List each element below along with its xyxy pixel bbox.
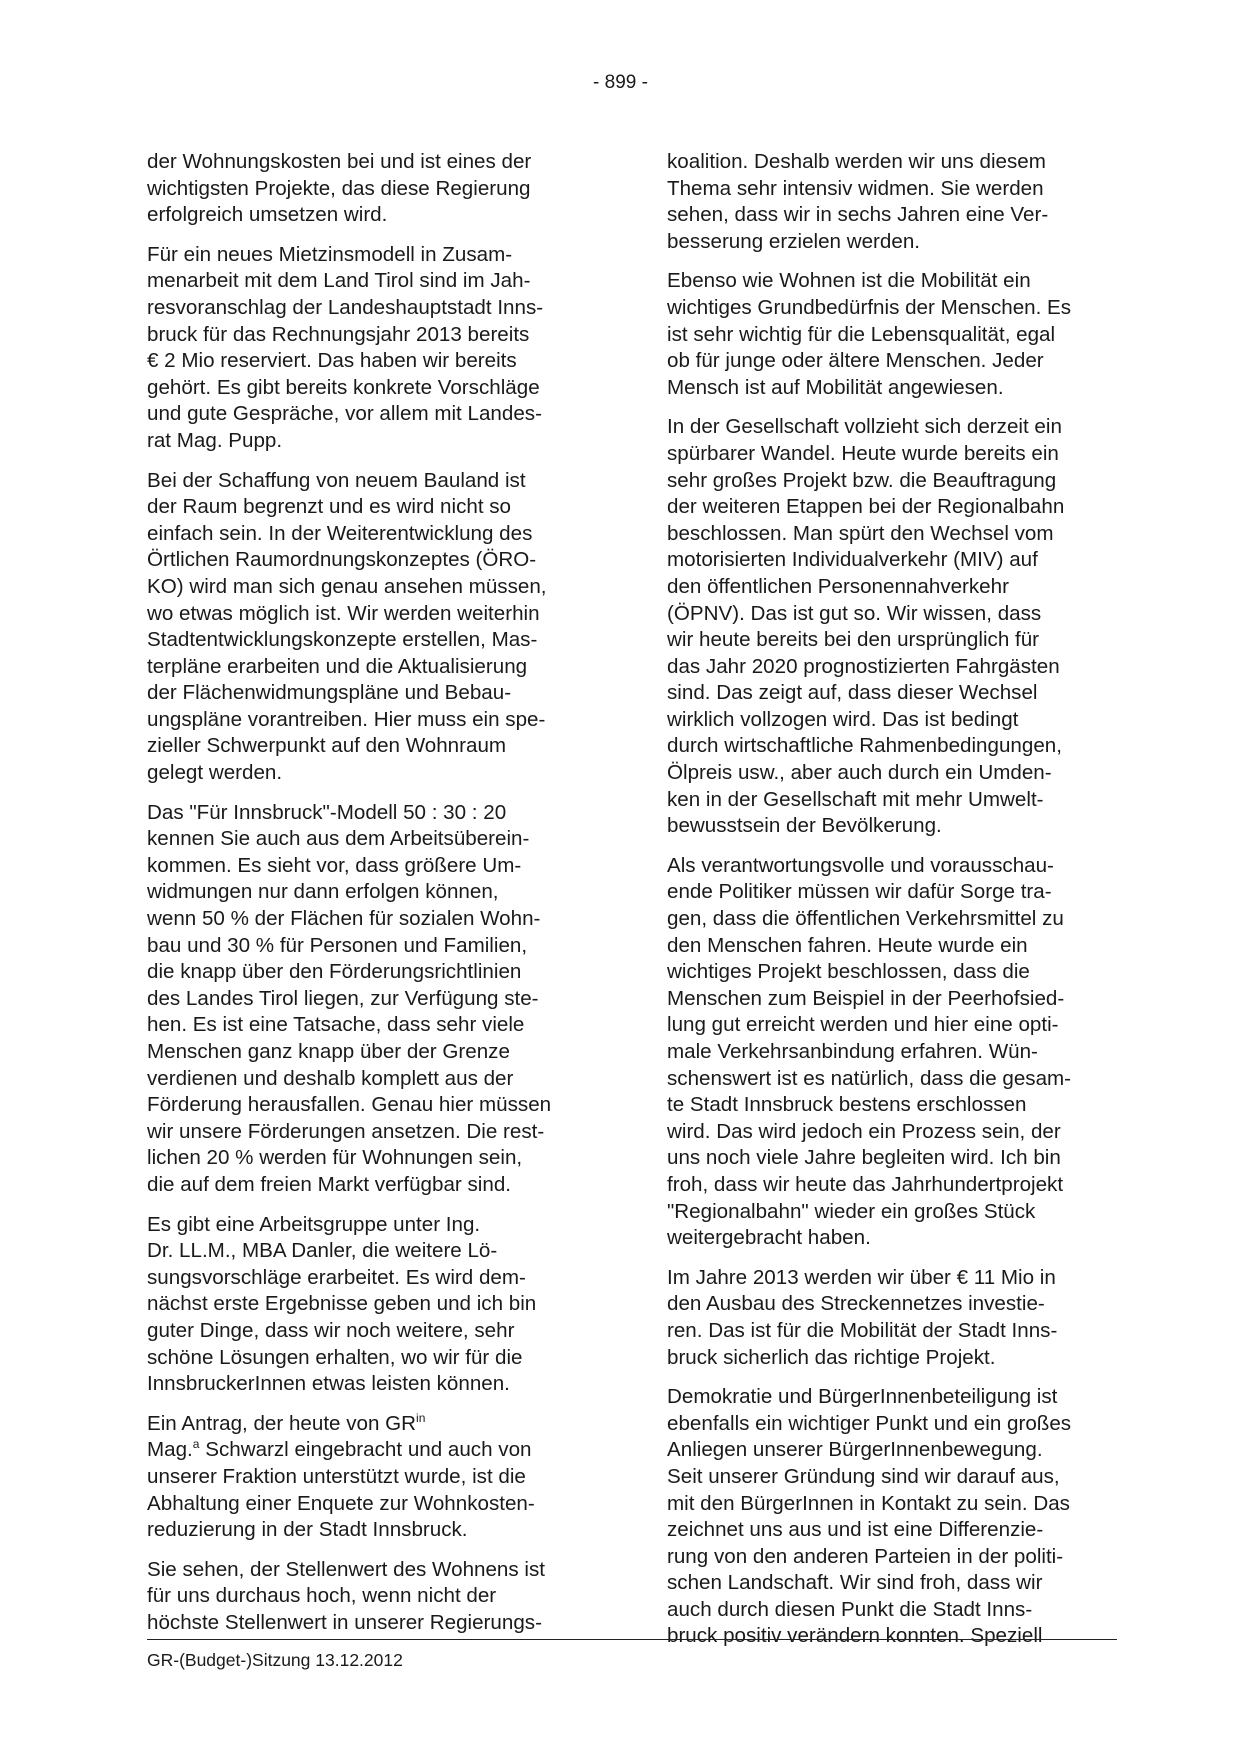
text-line: und gute Gespräche, vor allem mit Landes- [147, 402, 542, 426]
paragraph [667, 853, 1117, 1252]
paragraph [147, 1212, 597, 1398]
text-line: Förderung herausfallen. Genau hier müssen [147, 1093, 552, 1117]
text-line: wir unsere Förderungen ansetzen. Die rest- [147, 1119, 545, 1143]
text-line: froh, dass wir heute das Jahrhundertprojekt [667, 1172, 1064, 1196]
text-line: sind. Das zeigt auf, dass dieser Wechsel [667, 681, 1038, 705]
text-line: wichtigsten Projekte, das diese Regierung [147, 176, 531, 200]
text-line: kommen. Es sieht vor, dass größere Um- [147, 853, 522, 877]
paragraph [667, 149, 1117, 255]
text-line: erfolgreich umsetzen wird. [147, 203, 388, 227]
text-line: Für ein neues Mietzinsmodell in Zusam- [147, 242, 513, 266]
text-line: zieller Schwerpunkt auf den Wohnraum [147, 734, 507, 758]
text-line: einfach sein. In der Weiterentwicklung des [147, 521, 533, 545]
text-line: für uns durchaus hoch, wenn nicht der [147, 1584, 497, 1608]
text-line [147, 1437, 597, 1464]
paragraph [667, 1265, 1117, 1371]
text-line: wichtiges Projekt beschlossen, dass die [667, 960, 1030, 984]
text-line: Dr. LL.M., MBA Danler, die weitere Lö- [147, 1239, 498, 1263]
text-line: bau und 30 % für Personen und Familien, [147, 933, 528, 957]
text-line: ist sehr wichtig für die Lebensqualität, egal [667, 322, 1056, 346]
text-line: rat Mag. Pupp. [147, 428, 283, 452]
text-line: des Landes Tirol liegen, zur Verfügung ste- [147, 986, 539, 1010]
text-line: € 2 Mio reserviert. Das haben wir bereits [147, 349, 517, 373]
text-line: die auf dem freien Markt verfügbar sind. [147, 1172, 512, 1196]
superscript: a [192, 1437, 200, 1452]
text-line: ren. Das ist für die Mobilität der Stadt Inns- [667, 1318, 1058, 1342]
text-line: spürbarer Wandel. Heute wurde bereits ein [667, 441, 1059, 465]
text-line: KO) wird man sich genau ansehen müssen, [147, 574, 547, 598]
text-line: Thema sehr intensiv widmen. Sie werden [667, 176, 1044, 200]
text-line: ob für junge oder ältere Menschen. Jeder [667, 349, 1044, 373]
text-line: Anliegen unserer BürgerInnenbewegung. [667, 1438, 1043, 1462]
paragraph [667, 414, 1117, 840]
paragraph [147, 468, 597, 787]
text-line: das Jahr 2020 prognostizierten Fahrgästen [667, 654, 1060, 678]
left-column [147, 149, 597, 1636]
text-line: sehen, dass wir in sechs Jahren eine Ver- [667, 203, 1049, 227]
paragraph [147, 1411, 597, 1544]
text-line: Ebenso wie Wohnen ist die Mobilität ein [667, 269, 1031, 293]
text-line: Stadtentwicklungskonzepte erstellen, Mas- [147, 628, 538, 652]
footer-session-label: GR-(Budget-)Sitzung 13.12.2012 [147, 1650, 403, 1670]
text-line: terpläne erarbeiten und die Aktualisierung [147, 654, 528, 678]
text-line: bewusstsein der Bevölkerung. [667, 814, 942, 838]
text-line: reduzierung in der Stadt Innsbruck. [147, 1518, 468, 1542]
page-number: - 899 - [593, 72, 648, 93]
text-line: Sie sehen, der Stellenwert des Wohnens ist [147, 1557, 545, 1581]
text-line: höchste Stellenwert in unserer Regierungs- [147, 1610, 542, 1634]
text-line: bruck sicherlich das richtige Projekt. [667, 1345, 996, 1369]
paragraph [667, 1384, 1117, 1650]
text-line: InnsbruckerInnen etwas leisten können. [147, 1372, 510, 1396]
text-line: rung von den anderen Parteien in der politi- [667, 1544, 1064, 1568]
text-line: ken in der Gesellschaft mit mehr Umwelt- [667, 787, 1044, 811]
paragraph [667, 268, 1117, 401]
text-line: (ÖPNV). Das ist gut so. Wir wissen, dass [667, 601, 1042, 625]
text-line: Mensch ist auf Mobilität angewiesen. [667, 375, 1004, 399]
text-line: weitergebracht haben. [667, 1226, 871, 1250]
text-line: gehört. Es gibt bereits konkrete Vorschläge [147, 375, 540, 399]
text-line: den öffentlichen Personennahverkehr [667, 574, 1009, 598]
text-line: ungspläne vorantreiben. Hier muss ein spe- [147, 707, 546, 731]
text-line: mit den BürgerInnen in Kontakt zu sein. Das [667, 1491, 1070, 1515]
text-line: bruck für das Rechnungsjahr 2013 bereits [147, 322, 530, 346]
text-line: Örtlichen Raumordnungskonzeptes (ÖRO- [147, 548, 537, 572]
text-line: widmungen nur dann erfolgen können, [147, 880, 499, 904]
text-line: wo etwas möglich ist. Wir werden weiterhin [147, 601, 540, 625]
text-line: male Verkehrsanbindung erfahren. Wün- [667, 1040, 1038, 1063]
text-line: kennen Sie auch aus dem Arbeitsüberein- [147, 827, 530, 851]
text-line: zeichnet uns aus und ist eine Differenzie- [667, 1518, 1044, 1542]
text-line: Menschen zum Beispiel in der Peerhofsied- [667, 986, 1065, 1010]
superscript: in [416, 1410, 426, 1425]
text-line: der Raum begrenzt und es wird nicht so [147, 495, 512, 519]
text-line: die knapp über den Förderungsrichtlinien [147, 960, 522, 984]
text-line: koalition. Deshalb werden wir uns diesem [667, 150, 1046, 173]
text-line [147, 1411, 597, 1438]
text-line: "Regionalbahn" wieder ein großes Stück [667, 1199, 1036, 1223]
text-line: sungsvorschläge erarbeitet. Es wird dem- [147, 1265, 526, 1289]
text-line: In der Gesellschaft vollzieht sich derzeit ein [667, 415, 1062, 439]
antrag-line-text: Schwarzl eingebracht und auch von [199, 1438, 532, 1462]
text-line: Bei der Schaffung von neuem Bauland ist [147, 468, 526, 492]
text-line: schöne Lösungen erhalten, wo wir für die [147, 1345, 523, 1369]
text-line: wird. Das wird jedoch ein Prozess sein, der [667, 1119, 1061, 1143]
right-column [667, 149, 1117, 1650]
text-line: uns noch viele Jahre begleiten wird. Ich bin [667, 1146, 1061, 1170]
text-line: wirklich vollzogen wird. Das ist bedingt [667, 707, 1019, 731]
text-line: wir heute bereits bei den ursprünglich für [667, 628, 1040, 652]
text-line: Demokratie und BürgerInnenbeteiligung ist [667, 1385, 1058, 1409]
text-line: beschlossen. Man spürt den Wechsel vom [667, 521, 1054, 545]
text-line: besserung erzielen werden. [667, 229, 920, 253]
text-line: der Flächenwidmungspläne und Bebau- [147, 681, 512, 705]
text-line: menarbeit mit dem Land Tirol sind im Jah- [147, 269, 531, 293]
text-line: bruck positiv verändern konnten. Speziell [667, 1624, 1043, 1648]
text-line: resvoranschlag der Landeshauptstadt Inns- [147, 295, 544, 319]
text-line: durch wirtschaftliche Rahmenbedingungen, [667, 734, 1062, 758]
text-line: ende Politiker müssen wir dafür Sorge tra- [667, 880, 1052, 904]
text-line: wenn 50 % der Flächen für sozialen Wohn- [147, 907, 541, 931]
text-line: schenswert ist es natürlich, dass die gesam- [667, 1066, 1072, 1090]
text-line: lung gut erreicht werden und hier eine opti- [667, 1013, 1059, 1037]
text-line: Im Jahre 2013 werden wir über € 11 Mio in [667, 1265, 1056, 1289]
text-line: gelegt werden. [147, 761, 283, 785]
text-line: wichtiges Grundbedürfnis der Menschen. Es [667, 295, 1072, 319]
text-line: Seit unserer Gründung sind wir darauf aus, [667, 1464, 1060, 1488]
text-line: te Stadt Innsbruck bestens erschlossen [667, 1093, 1027, 1117]
text-line: Das "Für Innsbruck"-Modell 50 : 30 : 20 [147, 800, 507, 824]
paragraph [147, 800, 597, 1199]
text-line: Ölpreis usw., aber auch durch ein Umden- [667, 761, 1052, 785]
paragraph [147, 242, 597, 455]
title-abbrev: Mag. [147, 1438, 193, 1462]
text-line: den Ausbau des Streckennetzes investie- [667, 1292, 1045, 1316]
text-line: lichen 20 % werden für Wohnungen sein, [147, 1146, 523, 1170]
antrag-line-text: Ein Antrag, der heute von GR [147, 1411, 417, 1435]
text-line: Menschen ganz knapp über der Grenze [147, 1040, 510, 1063]
text-line: schen Landschaft. Wir sind froh, dass wir [667, 1571, 1043, 1595]
text-line: ebenfalls ein wichtiger Punkt und ein großes [667, 1411, 1072, 1435]
text-line: sehr großes Projekt bzw. die Beauftragung [667, 468, 1057, 492]
footer-divider [147, 1639, 1117, 1640]
paragraph [147, 149, 597, 229]
text-line: Es gibt eine Arbeitsgruppe unter Ing. [147, 1212, 481, 1236]
text-line: der Wohnungskosten bei und ist eines der [147, 150, 532, 173]
text-line: motorisierten Individualverkehr (MIV) auf [667, 548, 1038, 572]
paragraph [147, 1557, 597, 1637]
text-line: unserer Fraktion unterstützt wurde, ist die [147, 1464, 526, 1488]
text-line: den Menschen fahren. Heute wurde ein [667, 933, 1028, 957]
text-line: gen, dass die öffentlichen Verkehrsmittel zu [667, 907, 1064, 931]
text-line: guter Dinge, dass wir noch weitere, sehr [147, 1318, 515, 1342]
text-line: hen. Es ist eine Tatsache, dass sehr viele [147, 1013, 525, 1037]
text-line: verdienen und deshalb komplett aus der [147, 1066, 514, 1090]
text-line: der weiteren Etappen bei der Regionalbahn [667, 495, 1065, 519]
text-line: nächst erste Ergebnisse geben und ich bin [147, 1292, 537, 1316]
text-line: auch durch diesen Punkt die Stadt Inns- [667, 1597, 1033, 1621]
text-line: Abhaltung einer Enquete zur Wohnkosten- [147, 1491, 535, 1515]
text-line: Als verantwortungsvolle und vorausschau- [667, 853, 1054, 877]
